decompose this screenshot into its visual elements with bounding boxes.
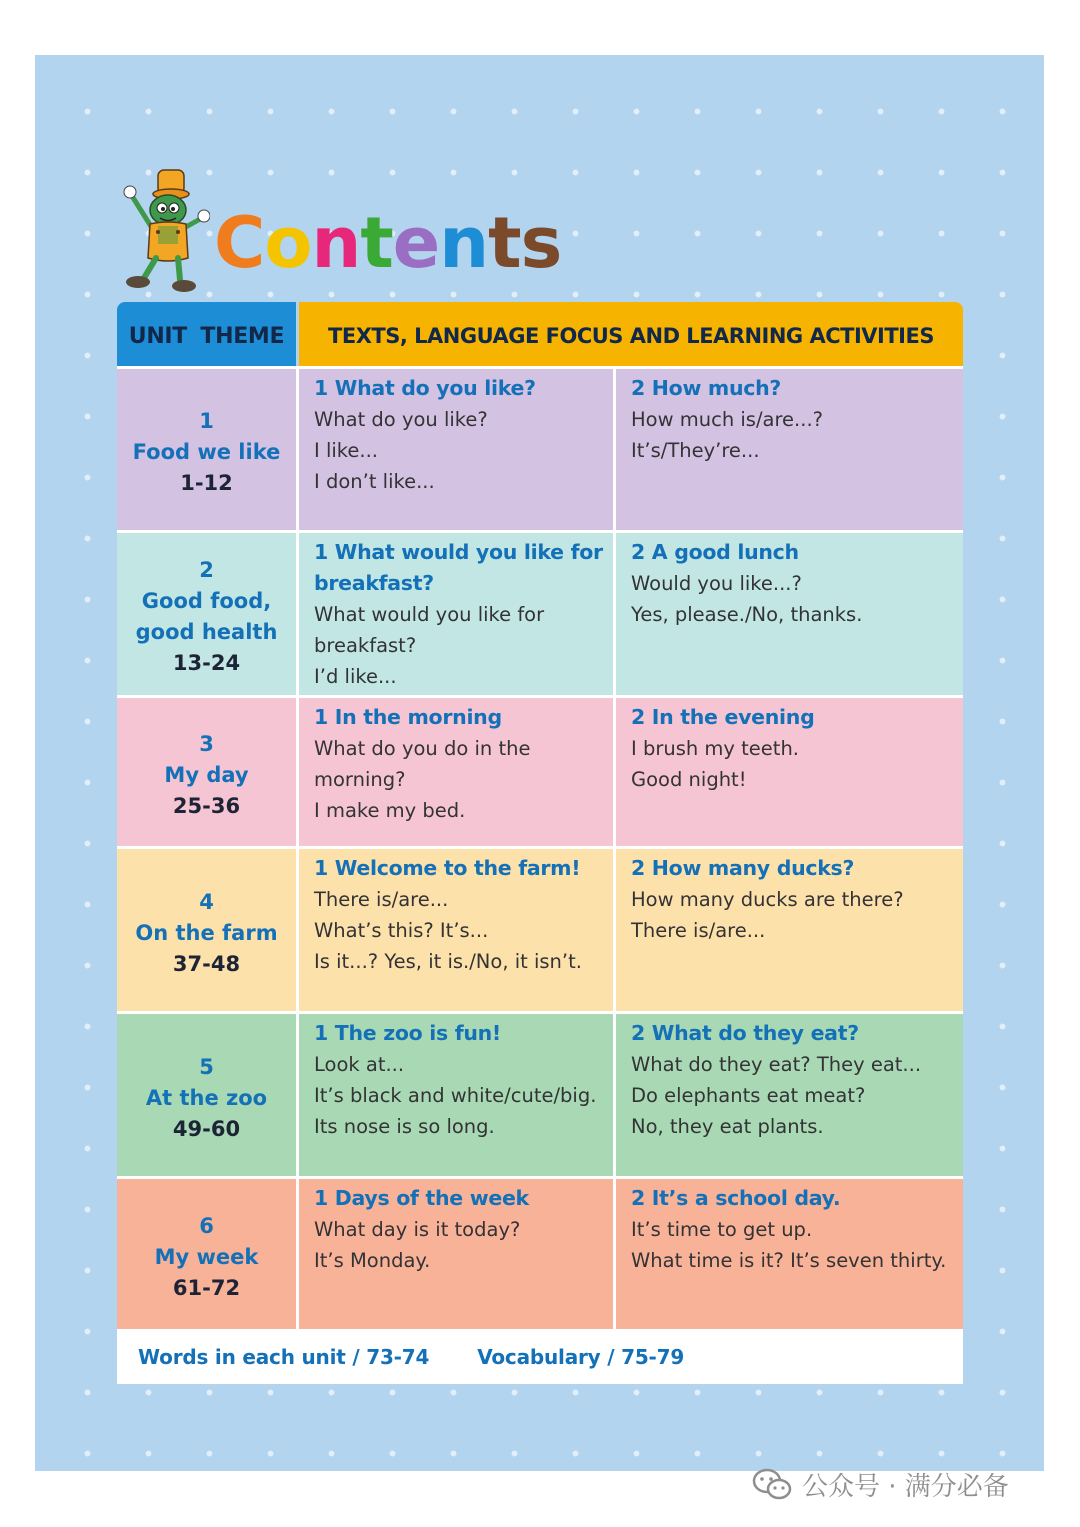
lesson-line: Is it...? Yes, it is./No, it isn’t. (314, 950, 582, 973)
lesson-cell (296, 1179, 613, 1329)
title-letter: n (439, 202, 489, 284)
unit-theme: My day (164, 762, 249, 787)
unit-number: 1 (199, 409, 214, 433)
unit-cell (117, 1014, 296, 1176)
lesson-line: What do you do in the morning? (314, 737, 531, 791)
lesson-line: It’s time to get up. (631, 1218, 813, 1241)
lesson-line: Good night! (631, 768, 747, 791)
lesson-line: I make my bed. (314, 799, 466, 822)
lesson-cell (613, 698, 963, 846)
lesson-title: 1 The zoo is fun! (314, 1021, 501, 1045)
lesson-title: 1 Days of the week (314, 1186, 529, 1210)
header-texts-focus-activities: TEXTS, LANGUAGE FOCUS AND LEARNING ACTIVITIES (299, 302, 963, 366)
lesson-line: What day is it today? (314, 1218, 521, 1241)
unit-theme: On the farm (135, 920, 278, 945)
unit-theme: good health (135, 620, 278, 644)
page-title (214, 198, 561, 288)
lesson-cell (613, 1014, 963, 1176)
lesson-title: 2 How many ducks? (631, 856, 855, 880)
unit-pages: 13-24 (172, 651, 241, 675)
lesson-line: Would you like...? (631, 572, 802, 595)
lesson-cell (296, 698, 613, 846)
unit-number: 3 (199, 731, 214, 756)
lesson-line: How many ducks are there? (631, 888, 904, 911)
lesson-line: Yes, please./No, thanks. (631, 603, 863, 626)
lesson-line: I’d like... (314, 665, 397, 688)
lesson-line: It’s/They’re... (631, 439, 760, 462)
unit-number: 6 (199, 1213, 214, 1238)
watermark (752, 1462, 1009, 1506)
mascot-illustration (118, 166, 210, 294)
watermark-text: 公众号 · 满分必备 (802, 1471, 1009, 1502)
unit-theme: Food we like (132, 440, 281, 464)
lesson-line: What’s this? It’s... (314, 919, 489, 942)
words-in-each-unit-link: Words in each unit / 73-74 (138, 1344, 430, 1369)
title-letter: t (360, 202, 393, 284)
unit-cell (117, 533, 296, 695)
lesson-line: I brush my teeth. (631, 737, 799, 760)
wechat-icon (752, 1467, 792, 1501)
lesson-line: There is/are... (314, 888, 449, 911)
lesson-cell (613, 369, 963, 530)
lesson-line: What do you like? (314, 408, 488, 431)
lesson-title: 2 What do they eat? (631, 1021, 859, 1045)
unit-cell (117, 369, 296, 530)
title-letter: o (264, 202, 312, 284)
unit-row (117, 698, 963, 849)
unit-row (117, 533, 963, 698)
header-unit-theme: UNIT THEME (117, 302, 296, 366)
lesson-cell (296, 369, 613, 530)
lesson-cell (296, 849, 613, 1011)
unit-number: 4 (199, 889, 214, 914)
lesson-title: 1 Welcome to the farm! (314, 856, 581, 880)
title-letter: n (311, 202, 361, 284)
lesson-line: Look at... (314, 1053, 405, 1076)
unit-theme: My week (154, 1244, 259, 1269)
lesson-title: 2 How much? (631, 376, 782, 400)
lesson-cell (296, 1014, 613, 1176)
unit-row (117, 1179, 963, 1332)
lesson-title: 2 It’s a school day. (631, 1186, 841, 1210)
unit-row (117, 369, 963, 533)
unit-pages: 61-72 (172, 1275, 241, 1300)
unit-cell (117, 698, 296, 846)
unit-theme: At the zoo (145, 1085, 268, 1110)
lesson-line: What would you like for breakfast? (314, 603, 545, 657)
unit-rows (117, 366, 963, 1332)
lesson-line: I don’t like... (314, 470, 435, 493)
vocabulary-link: Vocabulary / 75-79 (477, 1344, 685, 1369)
lesson-title: 1 What do you like? (314, 376, 536, 400)
title-letter: s (520, 202, 562, 284)
lesson-cell (613, 1179, 963, 1329)
unit-row (117, 1014, 963, 1179)
lesson-title: 2 A good lunch (631, 540, 799, 564)
lesson-line: No, they eat plants. (631, 1115, 824, 1138)
lesson-line: What time is it? It’s seven thirty. (631, 1249, 947, 1272)
unit-pages: 25-36 (172, 793, 241, 818)
contents-table (117, 302, 963, 1384)
lesson-cell (296, 533, 613, 695)
unit-number: 2 (199, 558, 214, 582)
title-letter: C (214, 202, 265, 284)
lesson-cell (613, 849, 963, 1011)
lesson-title: 1 In the morning (314, 705, 502, 729)
lesson-title: 1 What would you like for breakfast? (314, 540, 603, 595)
lesson-line: There is/are... (631, 919, 766, 942)
unit-pages: 49-60 (172, 1116, 241, 1141)
lesson-line: Do elephants eat meat? (631, 1084, 866, 1107)
lesson-cell (613, 533, 963, 695)
unit-row (117, 849, 963, 1014)
title-letter: e (392, 202, 440, 284)
lesson-line: How much is/are...? (631, 408, 824, 431)
table-footer (117, 1329, 963, 1384)
unit-number: 5 (199, 1054, 214, 1079)
lesson-line: It’s Monday. (314, 1249, 431, 1272)
unit-cell (117, 1179, 296, 1329)
lesson-line: I like... (314, 439, 378, 462)
lesson-line: What do they eat? They eat... (631, 1053, 922, 1076)
unit-pages: 1-12 (180, 471, 233, 495)
lesson-line: It’s black and white/cute/big. (314, 1084, 597, 1107)
title-letter: t (488, 202, 521, 284)
table-header (117, 302, 963, 366)
unit-pages: 37-48 (172, 951, 241, 976)
lesson-line: Its nose is so long. (314, 1115, 495, 1138)
unit-theme: Good food, (141, 589, 272, 613)
unit-cell (117, 849, 296, 1011)
lesson-title: 2 In the evening (631, 705, 815, 729)
